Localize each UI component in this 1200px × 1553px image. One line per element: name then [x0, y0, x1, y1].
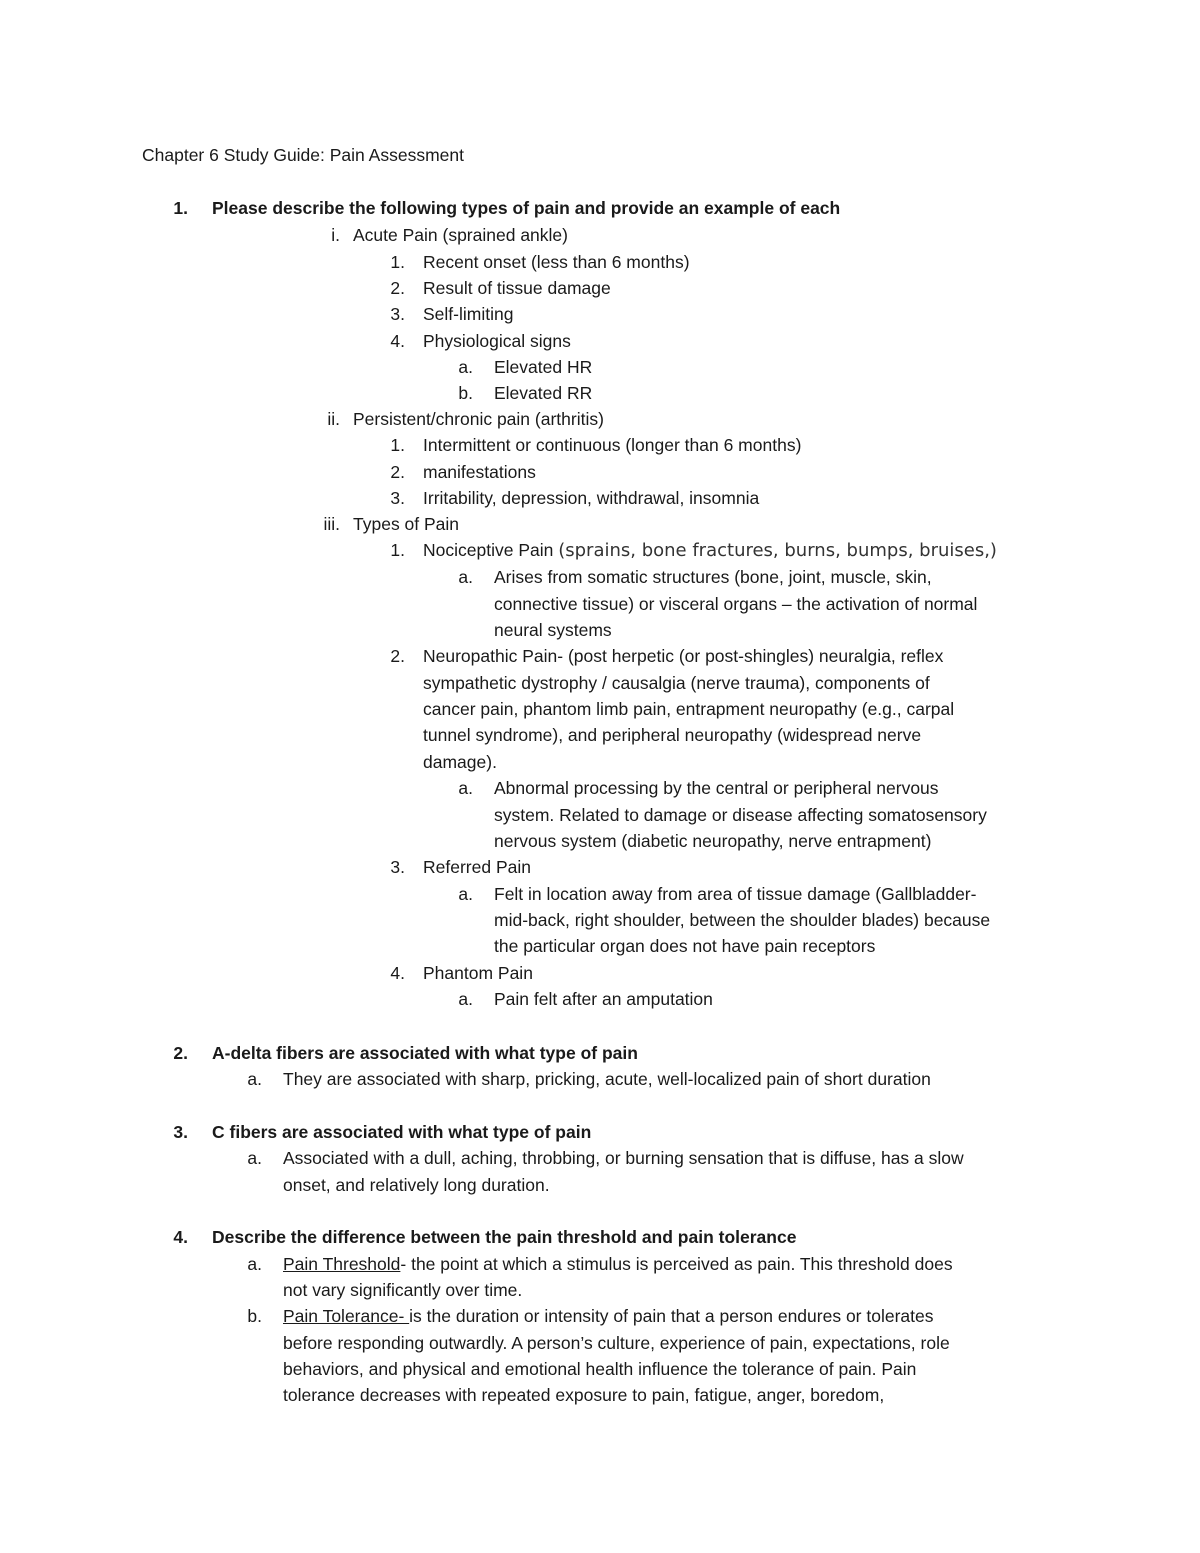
list-number: 2. [390, 278, 405, 298]
list-item: manifestations [423, 462, 536, 482]
list-item: Recent onset (less than 6 months) [423, 252, 690, 272]
list-item-line: Felt in location away from area of tissue damage (Gallbladder- [494, 884, 977, 904]
list-letter: a. [458, 778, 473, 798]
list-item-line: damage). [423, 752, 497, 772]
nociceptive-name: Nociceptive Pain [423, 540, 559, 560]
list-number: 2. [390, 646, 405, 666]
list-letter: b. [247, 1306, 262, 1326]
q2-question: A-delta fibers are associated with what type of pain [212, 1043, 638, 1063]
list-item: Elevated RR [494, 383, 593, 403]
list-letter: a. [247, 1148, 262, 1168]
q3-answer-line: onset, and relatively long duration. [283, 1175, 550, 1195]
list-number: 4. [390, 963, 405, 983]
q1-i-heading: Acute Pain (sprained ankle) [353, 225, 568, 245]
list-item: Elevated HR [494, 357, 593, 377]
list-item-line: Abnormal processing by the central or peripheral nervous [494, 778, 939, 798]
list-letter: a. [458, 884, 473, 904]
q2-answer: They are associated with sharp, pricking, acute, well-localized pain of short duration [283, 1069, 931, 1089]
list-item: Result of tissue damage [423, 278, 611, 298]
page-title: Chapter 6 Study Guide: Pain Assessment [142, 145, 464, 165]
list-number: 1. [390, 540, 405, 560]
list-item-line: mid-back, right shoulder, between the shoulder blades) because [494, 910, 991, 930]
list-item-line: Neuropathic Pain- (post herpetic (or post-shingles) neuralgia, reflex [423, 646, 944, 666]
list-letter: a. [247, 1069, 262, 1089]
list-letter: a. [458, 357, 473, 377]
list-number: 3. [390, 857, 405, 877]
nociceptive-examples: (sprains, bone fractures, burns, bumps, bruises,) [558, 540, 997, 561]
q1-iii-heading: Types of Pain [353, 514, 460, 534]
list-item-line: connective tissue) or visceral organs – the activation of normal [494, 594, 978, 614]
list-item-line: system. Related to damage or disease affecting somatosensory [494, 805, 987, 825]
list-item-line: tunnel syndrome), and peripheral neuropathy (widespread nerve [423, 725, 922, 745]
list-item: Irritability, depression, withdrawal, insomnia [423, 488, 760, 508]
q4-answer-line: behaviors, and physical and emotional health influence the tolerance of pain. Pain [283, 1359, 917, 1379]
list-number: 3. [390, 488, 405, 508]
q1-ii-label: ii. [327, 409, 340, 429]
pain-threshold-text: - the point at which a stimulus is perceived as pain. This threshold does [400, 1254, 953, 1274]
list-item: Physiological signs [423, 331, 571, 351]
q4-answer-line: tolerance decreases with repeated exposure to pain, fatigue, anger, boredom, [283, 1385, 885, 1405]
q4-number: 4. [173, 1227, 188, 1247]
q1-iii-label: iii. [323, 514, 340, 534]
list-item-line: Arises from somatic structures (bone, joint, muscle, skin, [494, 567, 932, 587]
pain-tolerance-definition [283, 1308, 933, 1326]
pain-tolerance-term: Pain Tolerance- [283, 1306, 410, 1326]
list-letter: a. [458, 567, 473, 587]
list-item: Intermittent or continuous (longer than 6 months) [423, 435, 802, 455]
q3-answer-line: Associated with a dull, aching, throbbing, or burning sensation that is diffuse, has a slow [283, 1148, 964, 1168]
nociceptive-heading [423, 542, 997, 560]
q1-question: Please describe the following types of pain and provide an example of each [212, 198, 841, 218]
q3-number: 3. [173, 1122, 188, 1142]
list-number: 3. [390, 304, 405, 324]
list-item: Self-limiting [423, 304, 514, 324]
list-item-line: sympathetic dystrophy / causalgia (nerve trauma), components of [423, 673, 930, 693]
q2-number: 2. [173, 1043, 188, 1063]
pain-threshold-term: Pain Threshold [283, 1254, 401, 1274]
pain-tolerance-text: is the duration or intensity of pain that a person endures or tolerates [409, 1306, 934, 1326]
list-number: 2. [390, 462, 405, 482]
list-item-line: cancer pain, phantom limb pain, entrapment neuropathy (e.g., carpal [423, 699, 955, 719]
q4-answer-line: not vary significantly over time. [283, 1280, 523, 1300]
list-item: Pain felt after an amputation [494, 989, 713, 1009]
q1-number: 1. [173, 198, 188, 218]
list-letter: a. [247, 1254, 262, 1274]
list-item-line: the particular organ does not have pain receptors [494, 936, 876, 956]
q1-ii-heading: Persistent/chronic pain (arthritis) [353, 409, 604, 429]
q4-question: Describe the difference between the pain threshold and pain tolerance [212, 1227, 797, 1247]
list-item: Referred Pain [423, 857, 531, 877]
q4-answer-line: before responding outwardly. A person’s culture, experience of pain, expectations, role [283, 1333, 950, 1353]
q3-question: C fibers are associated with what type of pain [212, 1122, 592, 1142]
list-number: 4. [390, 331, 405, 351]
list-letter: b. [458, 383, 473, 403]
list-number: 1. [390, 435, 405, 455]
pain-threshold-definition [283, 1256, 953, 1274]
list-item: Phantom Pain [423, 963, 533, 983]
list-number: 1. [390, 252, 405, 272]
q1-i-label: i. [331, 225, 340, 245]
list-item-line: nervous system (diabetic neuropathy, nerve entrapment) [494, 831, 932, 851]
list-letter: a. [458, 989, 473, 1009]
list-item-line: neural systems [494, 620, 612, 640]
